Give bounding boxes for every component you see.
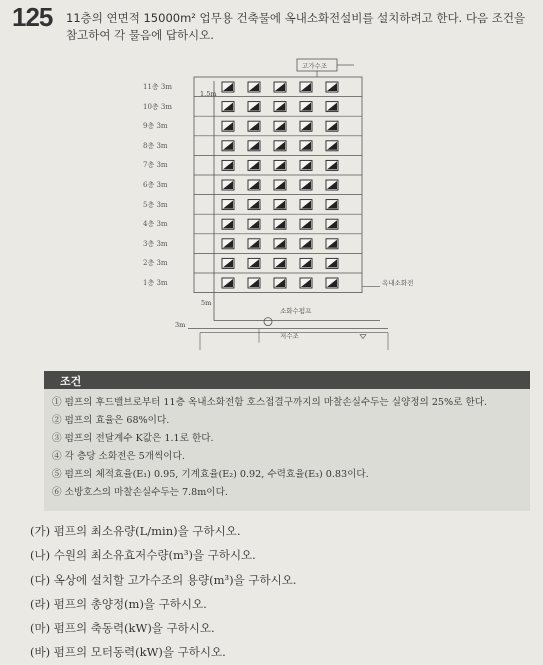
condition-6: ⑥ 소방호스의 마찰손실수두는 7.8m이다. xyxy=(52,487,228,498)
tank-label: 고가수조 xyxy=(302,62,328,70)
floor-label: 3층 3m xyxy=(143,239,168,248)
condition-5: ⑤ 펌프의 체적효율(E₁) 0.95, 기계효율(E₂) 0.92, 수력효율(E₃) 0.83이다. xyxy=(52,469,369,480)
question-number: 125 xyxy=(12,2,53,32)
subquestion-b: (나) 수원의 최소유효저수량(m³)을 구하시오. xyxy=(30,548,256,562)
water-level-icon xyxy=(360,335,366,339)
reservoir-label: 저수조 xyxy=(280,332,299,340)
dim-3m-label: 3m xyxy=(175,321,186,329)
dim-5m-label: 5m xyxy=(201,299,212,307)
floor-label: 1층 3m xyxy=(143,279,168,287)
subquestion-f: (바) 펌프의 모터동력(kW)을 구하시오. xyxy=(30,645,226,659)
conditions-header xyxy=(44,371,530,389)
condition-2: ② 펌프의 효율은 68%이다. xyxy=(52,415,170,426)
subquestion-a: (가) 펌프의 최소유량(L/min)을 구하시오. xyxy=(30,524,241,538)
floor-label: 9층 3m xyxy=(143,122,168,131)
conditions-title: 조건 xyxy=(60,375,82,388)
condition-1: ① 펌프의 후드밸브로부터 11층 옥내소화전함 호스접결구까지의 마찰손실수두는 실양정의 25%로 한다. xyxy=(52,397,488,408)
condition-3: ③ 펌프의 전달계수 K값은 1.1로 한다. xyxy=(52,433,214,444)
condition-4: ④ 각 층당 소화전은 5개씩이다. xyxy=(52,451,185,462)
floor-label: 2층 3m xyxy=(143,259,168,268)
subquestion-e: (마) 펌프의 축동력(kW)을 구하시오. xyxy=(30,621,215,635)
floor-label: 10층 3m xyxy=(143,102,172,111)
height-label: 1.5m xyxy=(200,90,217,98)
pump-label: 소화수펌프 xyxy=(280,307,312,315)
floor-label: 6층 3m xyxy=(143,181,168,189)
conditions-box xyxy=(44,371,530,511)
floor-label: 7층 3m xyxy=(143,161,168,170)
floor-label: 4층 3m xyxy=(143,220,168,229)
subquestion-c: (다) 옥상에 설치할 고가수조의 용량(m³)을 구하시오. xyxy=(30,573,297,587)
question-line-1: 11층의 연면적 15000m² 업무용 건축물에 옥내소화전설비를 설치하려고 한다. 다음 조건을 xyxy=(66,11,526,25)
floor-label: 11층 3m xyxy=(143,83,172,91)
subquestion-d: (라) 펌프의 총양정(m)을 구하시오. xyxy=(30,597,207,611)
floor-label: 5층 3m xyxy=(143,200,168,209)
floor-label: 8층 3m xyxy=(143,141,168,150)
hydrant-label: 옥내소화전 xyxy=(382,279,414,287)
pump-symbol xyxy=(264,318,272,326)
question-line-2: 참고하여 각 물음에 답하시오. xyxy=(66,28,214,42)
